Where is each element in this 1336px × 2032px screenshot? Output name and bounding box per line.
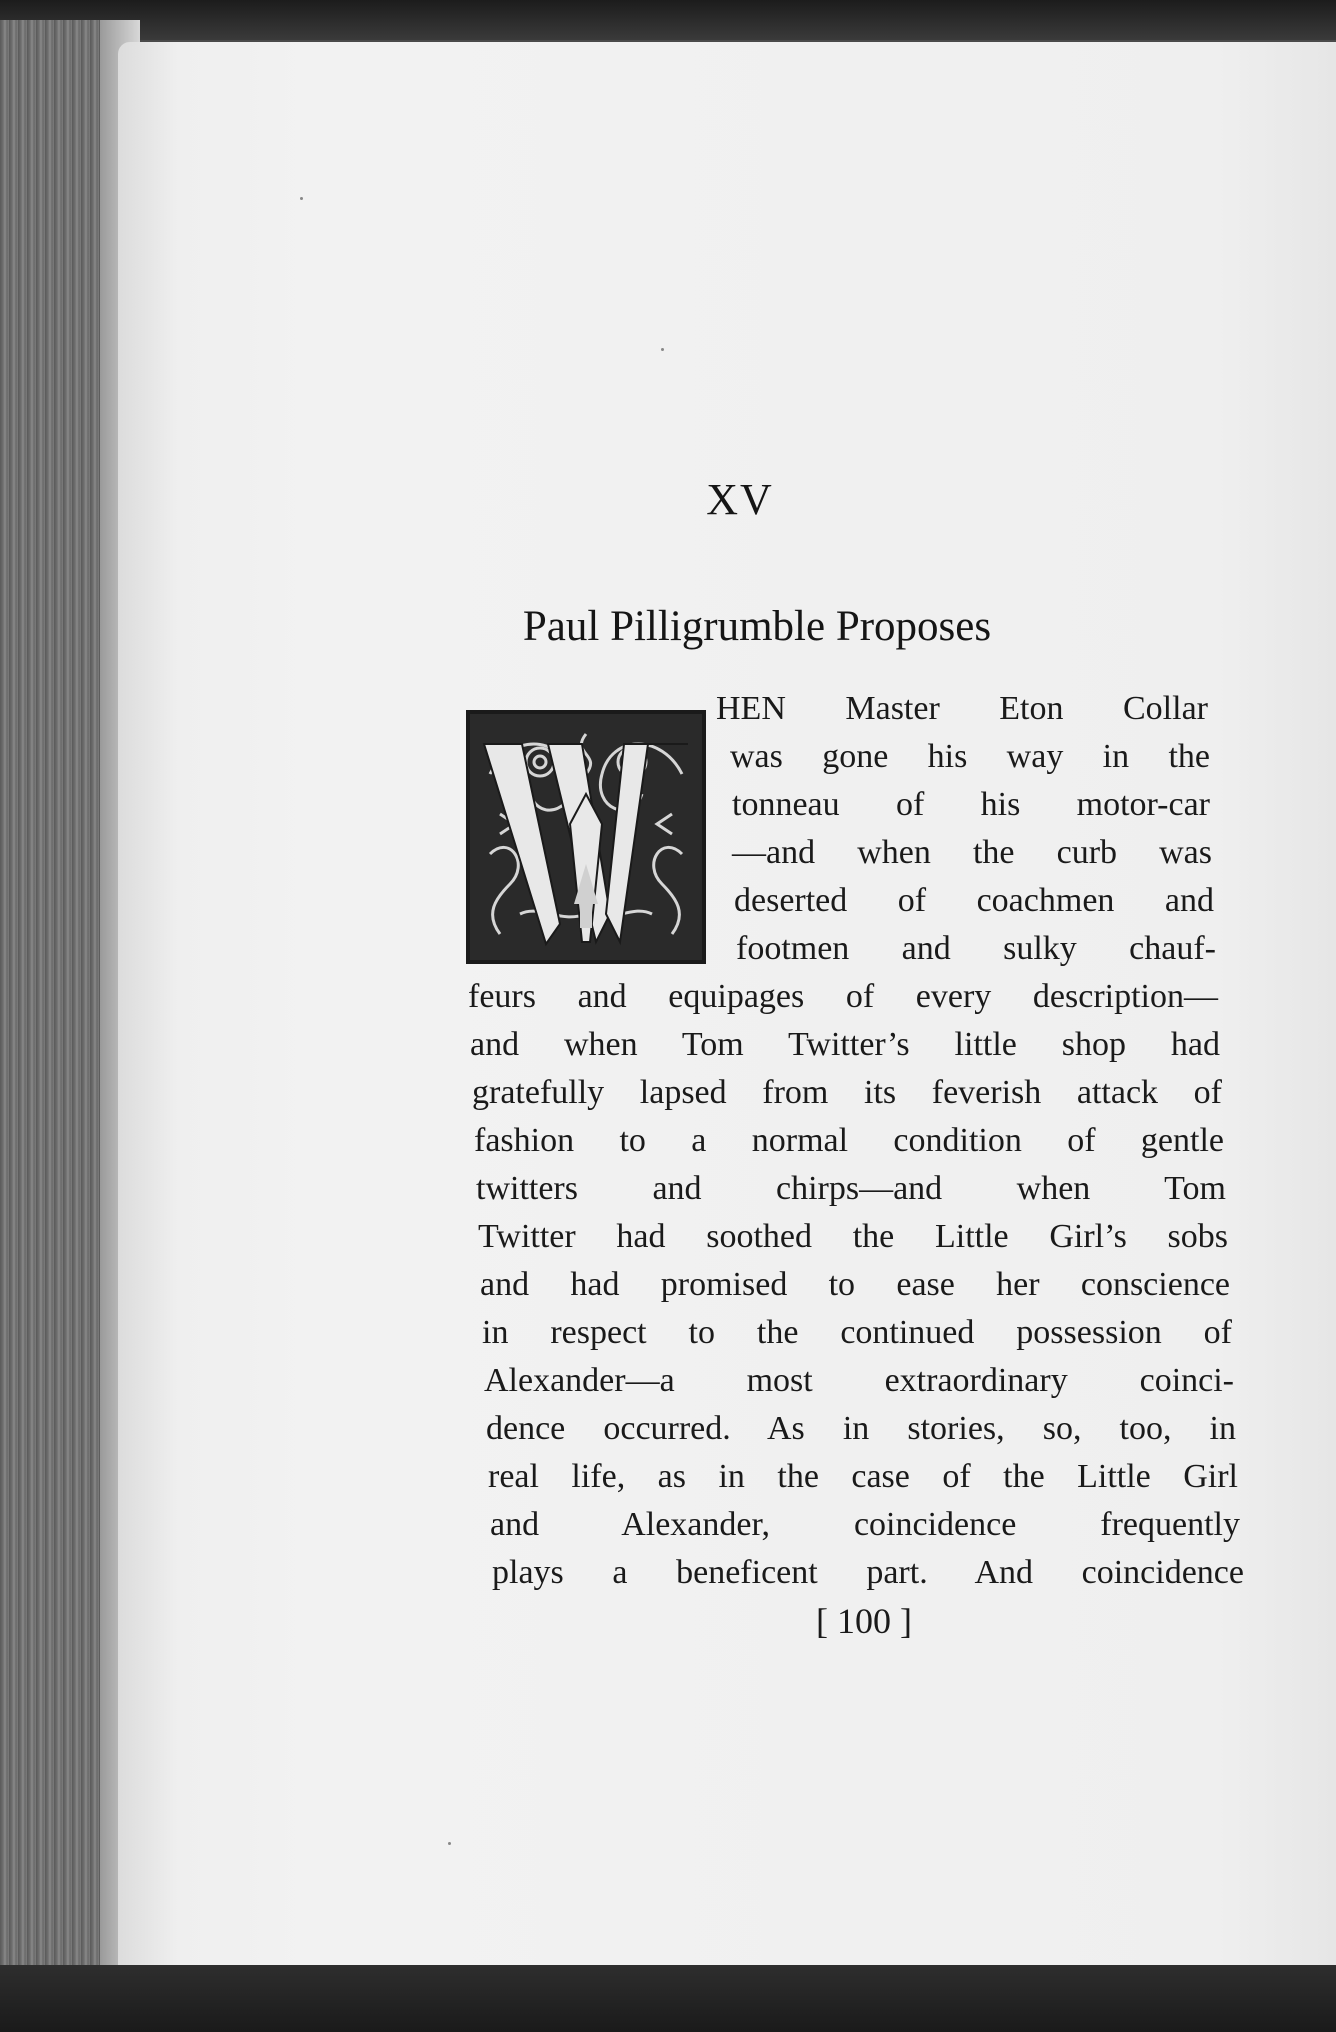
- body-line: and had promised to ease her conscience: [480, 1266, 1230, 1303]
- body-line: was gone his way in the: [730, 738, 1210, 775]
- scan-bottom-edge: [0, 1965, 1336, 2032]
- body-line: and Alexander, coincidence frequently: [490, 1506, 1240, 1543]
- body-line: deserted of coachmen and: [734, 882, 1214, 919]
- paper-speck: [661, 348, 664, 351]
- body-line: HEN Master Eton Collar: [716, 690, 1208, 727]
- ornament-w-icon: [470, 714, 702, 960]
- body-line: fashion to a normal condition of gentle: [474, 1122, 1224, 1159]
- paper-speck: [300, 197, 303, 200]
- body-line: twitters and chirps—and when Tom: [476, 1170, 1226, 1207]
- body-line: gratefully lapsed from its feverish attack of: [472, 1074, 1222, 1111]
- paper-speck: [448, 1842, 451, 1845]
- body-line: and when Tom Twitter’s little shop had: [470, 1026, 1220, 1063]
- ornamental-drop-cap-w: [466, 710, 706, 964]
- body-line: dence occurred. As in stories, so, too, in: [486, 1410, 1236, 1447]
- body-line: in respect to the continued possession of: [482, 1314, 1232, 1351]
- book-page: [118, 42, 1336, 1968]
- body-line: feurs and equipages of every description—: [468, 978, 1218, 1015]
- chapter-title: Paul Pilligrumble Proposes: [522, 603, 992, 650]
- body-line: Alexander—a most extraordinary coinci-: [484, 1362, 1234, 1399]
- body-line: plays a beneficent part. And coincidence: [492, 1554, 1244, 1591]
- body-line: real life, as in the case of the Little Girl: [488, 1458, 1238, 1495]
- body-line: tonneau of his motor-car: [732, 786, 1210, 823]
- body-line: Twitter had soothed the Little Girl’s sobs: [478, 1218, 1228, 1255]
- chapter-number: XV: [706, 475, 774, 524]
- scan-top-edge: [0, 0, 1336, 40]
- page-number: [ 100 ]: [816, 1601, 912, 1641]
- page-content: [118, 42, 1336, 1968]
- body-line: —and when the curb was: [732, 834, 1212, 871]
- body-line: footmen and sulky chauf-: [736, 930, 1216, 967]
